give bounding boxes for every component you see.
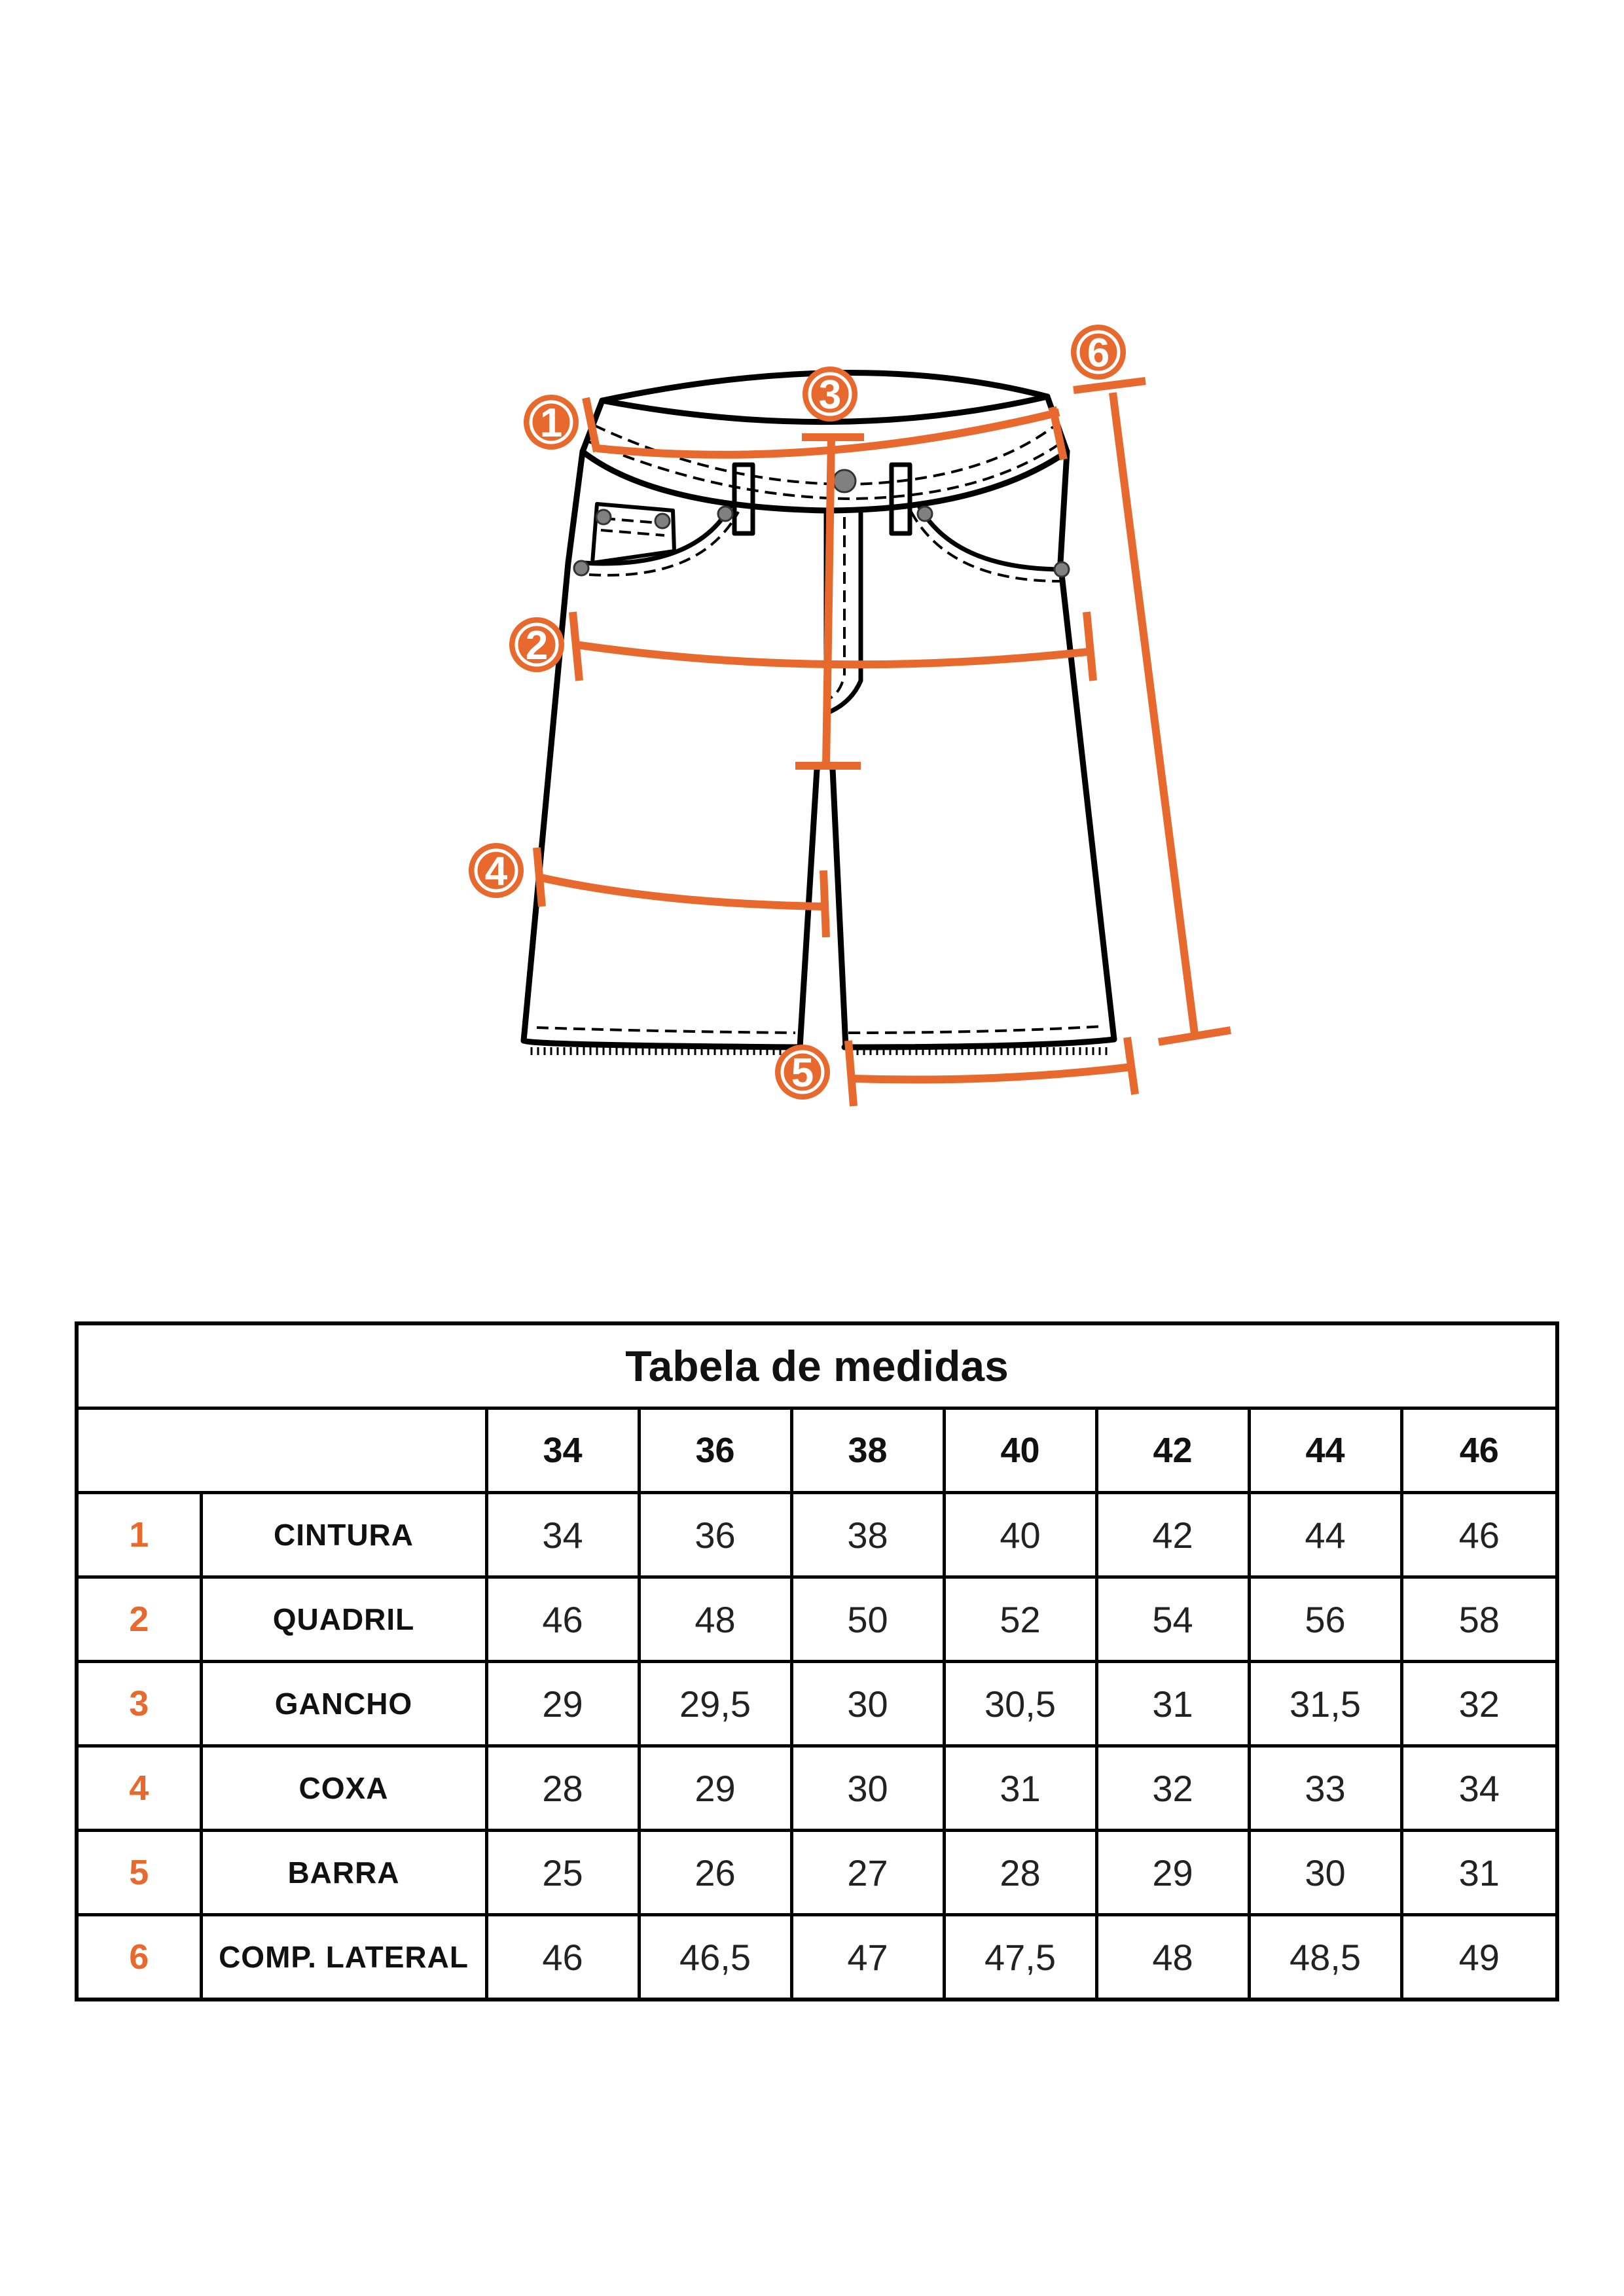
value-cell: 52	[944, 1577, 1096, 1662]
value-cell: 49	[1401, 1915, 1557, 2000]
value-cell: 29	[1096, 1831, 1249, 1915]
callout-3	[803, 367, 857, 422]
value-cell: 31	[1096, 1662, 1249, 1746]
callout-1	[524, 395, 579, 450]
value-cell: 29	[639, 1746, 791, 1831]
value-cell: 31	[1401, 1831, 1557, 1915]
value-cell: 31,5	[1249, 1662, 1401, 1746]
value-cell: 28	[944, 1831, 1096, 1915]
value-cell: 46	[486, 1915, 639, 2000]
value-cell: 36	[639, 1493, 791, 1577]
value-cell: 31	[944, 1746, 1096, 1831]
value-cell: 56	[1249, 1577, 1401, 1662]
svg-text:4: 4	[484, 849, 508, 894]
row-number: 3	[77, 1662, 201, 1746]
value-cell: 38	[791, 1493, 944, 1577]
row-label: GANCHO	[201, 1662, 486, 1746]
value-cell: 29	[486, 1662, 639, 1746]
value-cell: 34	[1401, 1746, 1557, 1831]
row-label: CINTURA	[201, 1493, 486, 1577]
value-cell: 46	[486, 1577, 639, 1662]
shorts-drawing	[524, 372, 1114, 1047]
value-cell: 44	[1249, 1493, 1401, 1577]
svg-text:5: 5	[791, 1050, 814, 1096]
value-cell: 34	[486, 1493, 639, 1577]
size-header: 34	[486, 1408, 639, 1493]
value-cell: 30	[791, 1746, 944, 1831]
header-blank-cell	[77, 1408, 486, 1493]
size-header: 38	[791, 1408, 944, 1493]
value-cell: 25	[486, 1831, 639, 1915]
value-cell: 28	[486, 1746, 639, 1831]
callout-6	[1071, 325, 1126, 380]
size-header: 36	[639, 1408, 791, 1493]
row-label: BARRA	[201, 1831, 486, 1915]
row-number: 1	[77, 1493, 201, 1577]
value-cell: 40	[944, 1493, 1096, 1577]
value-cell: 30	[1249, 1831, 1401, 1915]
value-cell: 48	[639, 1577, 791, 1662]
svg-text:3: 3	[818, 372, 842, 418]
callout-4	[469, 843, 524, 898]
callout-5	[775, 1045, 830, 1100]
table-row	[77, 1915, 1557, 2000]
table-row	[77, 1493, 1557, 1577]
row-label: COMP. LATERAL	[201, 1915, 486, 2000]
size-header: 42	[1096, 1408, 1249, 1493]
value-cell: 58	[1401, 1577, 1557, 1662]
value-cell: 29,5	[639, 1662, 791, 1746]
svg-text:2: 2	[525, 623, 549, 668]
size-header-row	[77, 1408, 1557, 1493]
callout-2	[509, 617, 564, 672]
size-header: 44	[1249, 1408, 1401, 1493]
value-cell: 42	[1096, 1493, 1249, 1577]
row-number: 5	[77, 1831, 201, 1915]
value-cell: 32	[1096, 1746, 1249, 1831]
row-number: 6	[77, 1915, 201, 2000]
table-row	[77, 1831, 1557, 1915]
svg-text:6: 6	[1087, 331, 1110, 376]
shorts-stitching	[537, 425, 1104, 1033]
svg-text:1: 1	[539, 401, 563, 446]
value-cell: 26	[639, 1831, 791, 1915]
row-label: COXA	[201, 1746, 486, 1831]
table-row	[77, 1746, 1557, 1831]
value-cell: 47	[791, 1915, 944, 2000]
value-cell: 27	[791, 1831, 944, 1915]
value-cell: 48	[1096, 1915, 1249, 2000]
value-cell: 30,5	[944, 1662, 1096, 1746]
value-cell: 46,5	[639, 1915, 791, 2000]
value-cell: 47,5	[944, 1915, 1096, 2000]
table-row	[77, 1577, 1557, 1662]
measurement-table	[75, 1321, 1559, 2001]
value-cell: 50	[791, 1577, 944, 1662]
measurement-lines	[537, 381, 1231, 1106]
table-title: Tabela de medidas	[77, 1323, 1557, 1408]
value-cell: 54	[1096, 1577, 1249, 1662]
value-cell: 48,5	[1249, 1915, 1401, 2000]
row-number: 4	[77, 1746, 201, 1831]
row-label: QUADRIL	[201, 1577, 486, 1662]
size-header: 46	[1401, 1408, 1557, 1493]
value-cell: 32	[1401, 1662, 1557, 1746]
table-row	[77, 1662, 1557, 1746]
value-cell: 30	[791, 1662, 944, 1746]
size-header: 40	[944, 1408, 1096, 1493]
value-cell: 46	[1401, 1493, 1557, 1577]
row-number: 2	[77, 1577, 201, 1662]
value-cell: 33	[1249, 1746, 1401, 1831]
